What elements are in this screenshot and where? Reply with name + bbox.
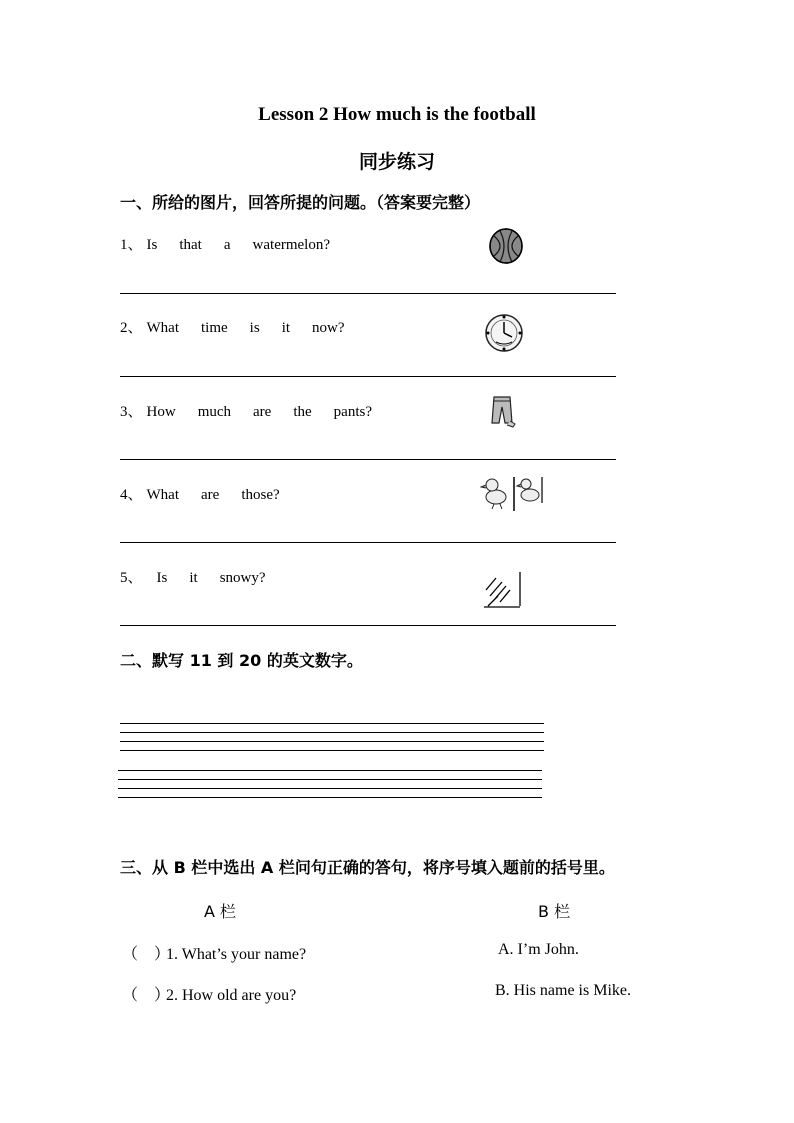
answer-line-5[interactable] <box>120 625 616 626</box>
writing-line[interactable] <box>120 741 544 742</box>
column-a-header: A 栏 <box>204 902 237 921</box>
answer-line-4[interactable] <box>120 542 616 543</box>
clock-icon <box>482 312 526 354</box>
column-b-header: B 栏 <box>538 902 571 921</box>
ducks-icon <box>480 473 546 513</box>
page-subtitle: 同步练习 <box>358 151 435 173</box>
writing-line[interactable] <box>118 770 542 771</box>
section2-heading: 二、默写 11 到 20 的英文数字。 <box>120 651 363 670</box>
question-3: 3、 How much are the pants? <box>120 404 372 420</box>
writing-line[interactable] <box>120 732 544 733</box>
match-row-1: （ ）1. What’s your name? <box>122 941 306 964</box>
writing-line[interactable] <box>120 723 544 724</box>
question-4: 4、 What are those? <box>120 487 280 503</box>
answer-line-1[interactable] <box>120 293 616 294</box>
question-5: 5、 Is it snowy? <box>120 570 266 586</box>
match-row-2: （ ）2. How old are you? <box>122 982 296 1005</box>
writing-line[interactable] <box>118 779 542 780</box>
page-title: Lesson 2 How much is the football <box>258 104 536 125</box>
writing-line[interactable] <box>118 797 542 798</box>
match-answer-a: A. I’m John. <box>498 941 579 958</box>
section1-heading: 一、所给的图片，回答所提的问题。（答案要完整） <box>120 193 481 212</box>
answer-blank[interactable]: （ ） <box>122 987 171 1004</box>
rain-icon <box>482 570 526 610</box>
writing-line[interactable] <box>118 788 542 789</box>
question-1: 1、 Is that a watermelon? <box>120 237 330 253</box>
question-2: 2、 What time is it now? <box>120 320 345 336</box>
writing-line[interactable] <box>120 750 544 751</box>
match-answer-b: B. His name is Mike. <box>495 982 631 999</box>
answer-line-3[interactable] <box>120 459 616 460</box>
section3-heading: 三、从 B 栏中选出 A 栏问句正确的答句，将序号填入题前的括号里。 <box>120 858 615 877</box>
ball-icon <box>486 226 526 266</box>
answer-blank[interactable]: （ ） <box>122 946 171 963</box>
answer-line-2[interactable] <box>120 376 616 377</box>
pants-icon <box>488 393 518 429</box>
